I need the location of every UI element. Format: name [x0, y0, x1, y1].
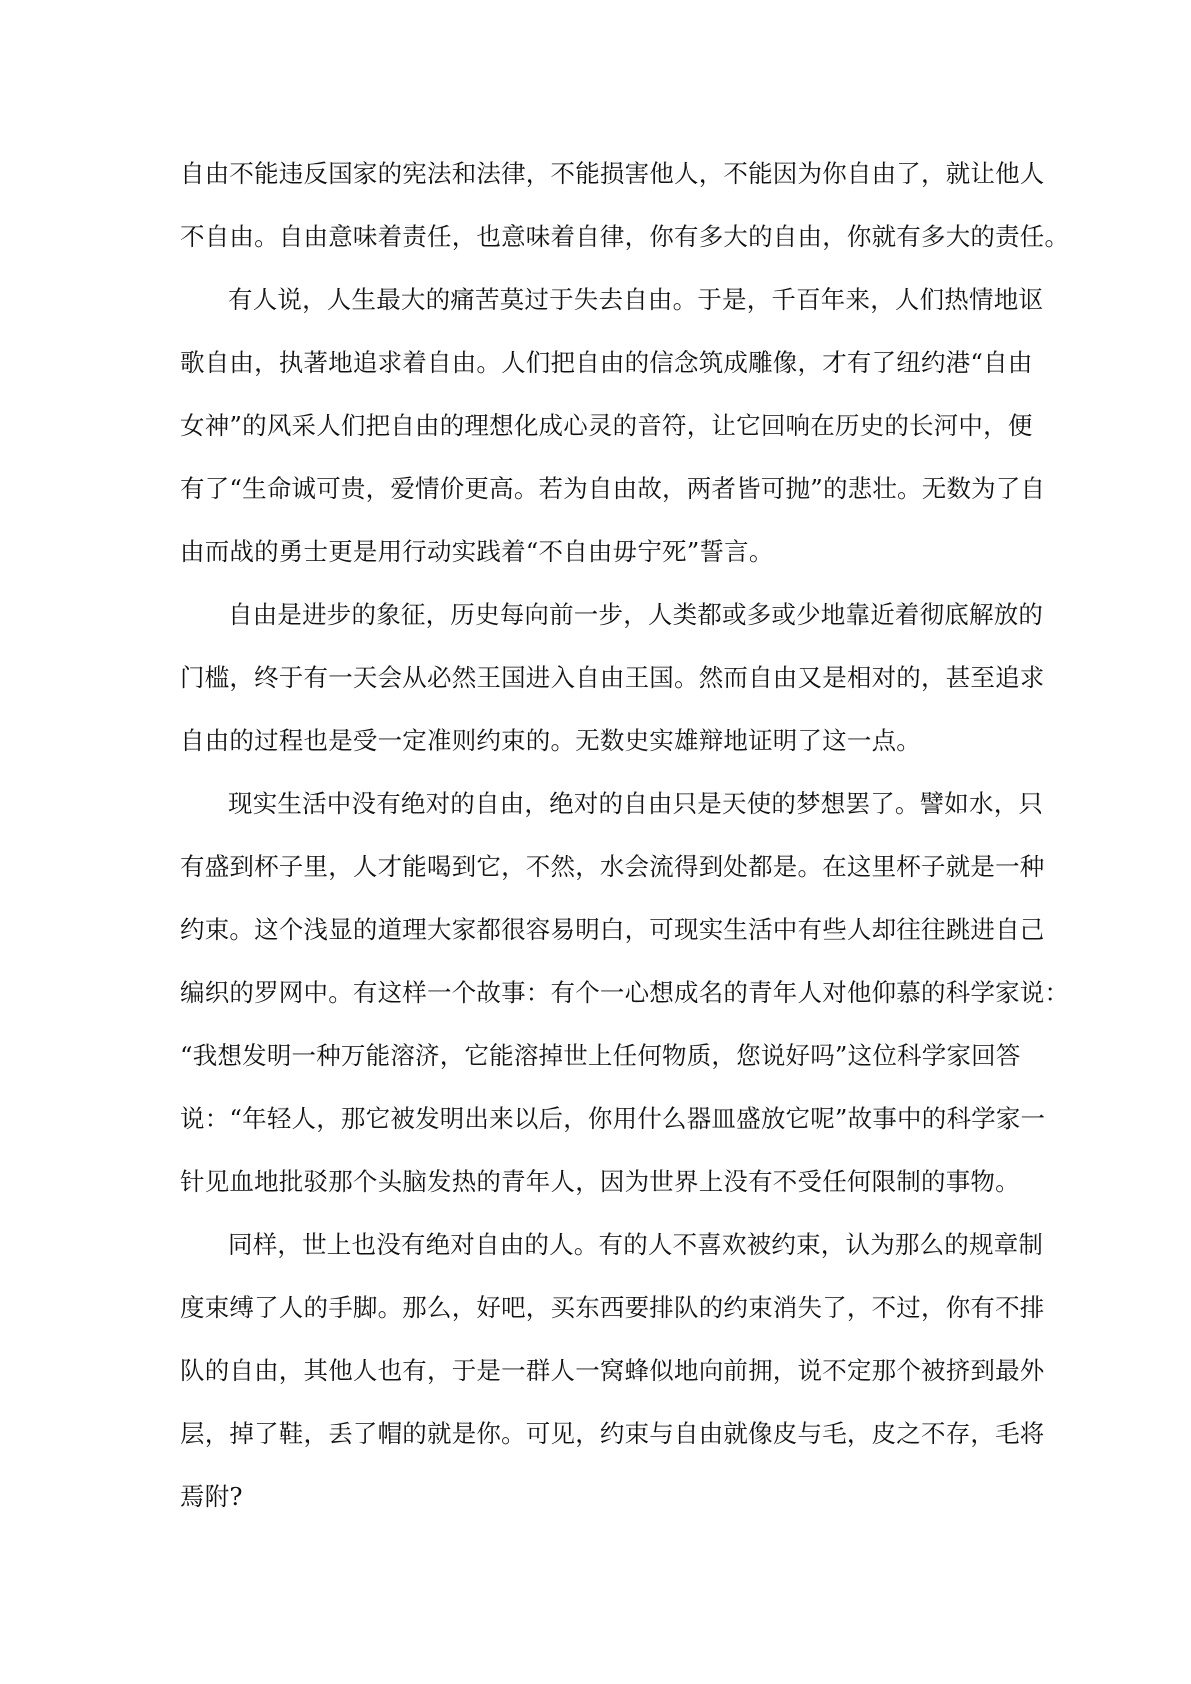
paragraph-start-line: 自由是进步的象征，历史每向前一步，人类都或多或少地靠近着彻底解放的	[228, 600, 1044, 629]
text-line: 度束缚了人的手脚。那么，好吧，买东西要排队的约束消失了，不过，你有不排	[180, 1293, 1045, 1322]
text-line: 焉附?	[180, 1482, 243, 1511]
text-line: “我想发明一种万能溶济，它能溶掉世上任何物质，您说好吗”这位科学家回答	[180, 1041, 1021, 1070]
text-line: 层，掉了鞋，丢了帽的就是你。可见，约束与自由就像皮与毛，皮之不存，毛将	[180, 1419, 1045, 1448]
text-line: 有盛到杯子里，人才能喝到它，不然，水会流得到处都是。在这里杯子就是一种	[180, 852, 1045, 881]
text-line: 女神”的风采人们把自由的理想化成心灵的音符，让它回响在历史的长河中，便	[180, 411, 1033, 440]
text-line: 针见血地批驳那个头脑发热的青年人，因为世界上没有不受任何限制的事物。	[180, 1167, 1020, 1196]
text-line: 不自由。自由意味着责任，也意味着自律，你有多大的自由，你就有多大的责任。	[180, 222, 1070, 251]
text-line: 门槛，终于有一天会从必然王国进入自由王国。然而自由又是相对的，甚至追求	[180, 663, 1045, 692]
text-line: 由而战的勇士更是用行动实践着“不自由毋宁死”誓言。	[180, 537, 774, 566]
text-line: 歌自由，执著地追求着自由。人们把自由的信念筑成雕像，才有了纽约港“自由	[180, 348, 1033, 377]
text-line: 约束。这个浅显的道理大家都很容易明白，可现实生活中有些人却往往跳进自己	[180, 915, 1045, 944]
text-line: 自由不能违反国家的宪法和法律，不能损害他人，不能因为你自由了，就让他人	[180, 159, 1045, 188]
paragraph-start-line: 有人说，人生最大的痛苦莫过于失去自由。于是，千百年来，人们热情地讴	[228, 285, 1044, 314]
text-line: 说：“年轻人，那它被发明出来以后，你用什么器皿盛放它呢”故事中的科学家一	[180, 1104, 1046, 1133]
paragraph-start-line: 现实生活中没有绝对的自由，绝对的自由只是天使的梦想罢了。譬如水，只	[228, 789, 1044, 818]
essay-text	[180, 142, 1070, 1528]
text-line: 自由的过程也是受一定准则约束的。无数史实雄辩地证明了这一点。	[180, 726, 921, 755]
paragraph-start-line: 同样，世上也没有绝对自由的人。有的人不喜欢被约束，认为那么的规章制	[228, 1230, 1044, 1259]
text-line: 编织的罗网中。有这样一个故事：有个一心想成名的青年人对他仰慕的科学家说：	[180, 978, 1070, 1007]
text-line: 队的自由，其他人也有，于是一群人一窝蜂似地向前拥，说不定那个被挤到最外	[180, 1356, 1045, 1385]
text-line: 有了“生命诚可贵，爱情价更高。若为自由故，两者皆可抛”的悲壮。无数为了自	[180, 474, 1046, 503]
